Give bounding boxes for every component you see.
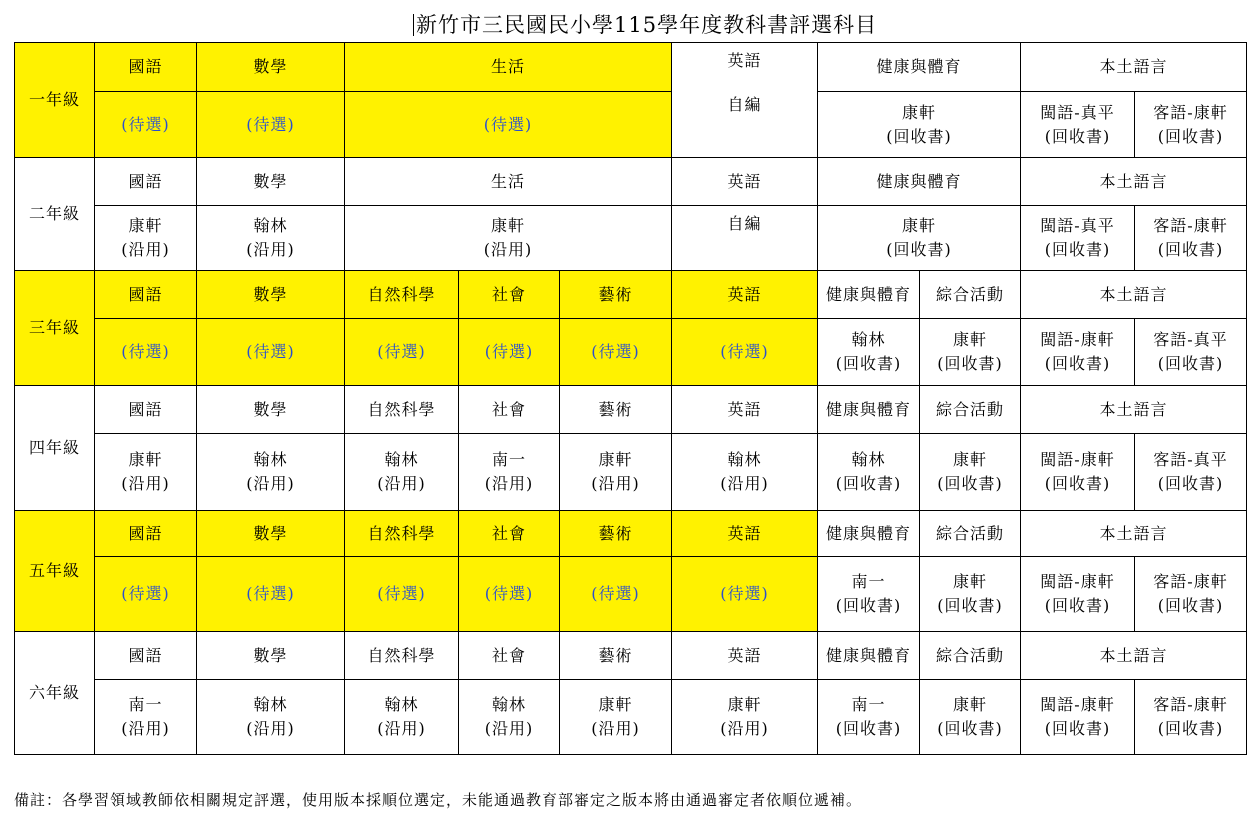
value-math: (待選) bbox=[197, 319, 345, 386]
value-integrative bbox=[920, 557, 1021, 632]
textbook-table bbox=[14, 42, 1247, 755]
status: (沿用) bbox=[121, 719, 170, 738]
subject-science: 自然科學 bbox=[345, 632, 459, 680]
subject-native: 本土語言 bbox=[1021, 271, 1247, 319]
grade5-value-row bbox=[15, 557, 1247, 632]
publisher: 康軒 bbox=[598, 450, 633, 469]
value-arts bbox=[560, 680, 672, 755]
value-english: (待選) bbox=[672, 319, 818, 386]
value-math bbox=[197, 434, 345, 511]
status: (沿用) bbox=[484, 719, 534, 738]
value-english: (待選) bbox=[672, 557, 818, 632]
status: (沿用) bbox=[121, 474, 170, 493]
value-english bbox=[672, 434, 818, 511]
subject-health: 健康與體育 bbox=[818, 386, 920, 434]
grade4-header-row bbox=[15, 386, 1247, 434]
publisher: 翰林 bbox=[727, 450, 762, 469]
value-hakka bbox=[1135, 319, 1247, 386]
subject-arts: 藝術 bbox=[560, 632, 672, 680]
subject-mandarin: 國語 bbox=[95, 43, 197, 92]
subject-social: 社會 bbox=[459, 271, 560, 319]
status: (回收書) bbox=[1157, 474, 1224, 493]
status: (回收書) bbox=[937, 354, 1003, 373]
grade3-value-row bbox=[15, 319, 1247, 386]
grade-label: 三年級 bbox=[15, 271, 95, 386]
value-mandarin: (待選) bbox=[95, 319, 197, 386]
grade1-value-row bbox=[15, 92, 1247, 158]
status: (沿用) bbox=[483, 240, 533, 259]
value-math bbox=[197, 206, 345, 271]
subject-life: 生活 bbox=[345, 158, 672, 206]
value-social: (待選) bbox=[459, 319, 560, 386]
grade6-value-row bbox=[15, 680, 1247, 755]
status: (回收書) bbox=[1157, 354, 1224, 373]
value-minnan bbox=[1021, 206, 1135, 271]
grade-label: 二年級 bbox=[15, 158, 95, 271]
status: (沿用) bbox=[484, 474, 534, 493]
publisher: 康軒 bbox=[952, 695, 987, 714]
value-integrative bbox=[920, 319, 1021, 386]
publisher: 閩語-康軒 bbox=[1040, 330, 1115, 349]
subject-mandarin: 國語 bbox=[95, 511, 197, 557]
status: (回收書) bbox=[1044, 354, 1111, 373]
value-arts: (待選) bbox=[560, 557, 672, 632]
status: (沿用) bbox=[720, 719, 769, 738]
publisher: 閩語-康軒 bbox=[1040, 450, 1115, 469]
subject-science: 自然科學 bbox=[345, 271, 459, 319]
value-math: (待選) bbox=[197, 92, 345, 158]
subject-health: 健康與體育 bbox=[818, 158, 1021, 206]
page-title-text: 新竹市三民國民小學115學年度教科書評選科目 bbox=[416, 13, 878, 37]
value-health bbox=[818, 680, 920, 755]
status: (回收書) bbox=[937, 474, 1003, 493]
publisher: 康軒 bbox=[952, 330, 987, 349]
status: (回收書) bbox=[835, 474, 902, 493]
status: (沿用) bbox=[246, 474, 295, 493]
status: (回收書) bbox=[937, 719, 1003, 738]
status: (沿用) bbox=[591, 719, 640, 738]
subject-social: 社會 bbox=[459, 632, 560, 680]
subject-mandarin: 國語 bbox=[95, 632, 197, 680]
publisher: 翰林 bbox=[384, 695, 419, 714]
value-mandarin: (待選) bbox=[95, 92, 197, 158]
value-integrative bbox=[920, 680, 1021, 755]
status: (沿用) bbox=[121, 240, 170, 259]
publisher: 翰林 bbox=[253, 695, 288, 714]
subject-health: 健康與體育 bbox=[818, 511, 920, 557]
value-health bbox=[818, 319, 920, 386]
publisher: 翰林 bbox=[384, 450, 419, 469]
status: (回收書) bbox=[886, 240, 952, 259]
value-integrative bbox=[920, 434, 1021, 511]
subject-english: 英語 bbox=[672, 632, 818, 680]
publisher: 閩語-真平 bbox=[1040, 102, 1115, 122]
status: (回收書) bbox=[835, 354, 902, 373]
subject-arts: 藝術 bbox=[560, 271, 672, 319]
value-minnan bbox=[1021, 680, 1135, 755]
page-title bbox=[413, 12, 877, 38]
subject-social: 社會 bbox=[459, 511, 560, 557]
subject-native: 本土語言 bbox=[1021, 632, 1247, 680]
value-arts bbox=[560, 434, 672, 511]
status: (回收書) bbox=[1044, 126, 1111, 146]
status: (沿用) bbox=[591, 474, 640, 493]
value-hakka bbox=[1135, 680, 1247, 755]
publisher: 翰林 bbox=[253, 216, 288, 235]
subject-english: 英語 bbox=[672, 158, 818, 206]
status: (沿用) bbox=[246, 719, 295, 738]
publisher: 南一 bbox=[851, 572, 886, 591]
status: (回收書) bbox=[835, 596, 902, 615]
subject-math: 數學 bbox=[197, 158, 345, 206]
value-minnan bbox=[1021, 92, 1135, 158]
publisher: 翰林 bbox=[491, 695, 526, 714]
value-science bbox=[345, 434, 459, 511]
subject-mandarin: 國語 bbox=[95, 386, 197, 434]
status: (回收書) bbox=[1044, 719, 1111, 738]
status: (沿用) bbox=[377, 474, 426, 493]
value-health bbox=[818, 557, 920, 632]
status: (沿用) bbox=[246, 240, 295, 259]
publisher: 客語-康軒 bbox=[1153, 216, 1228, 235]
value-minnan bbox=[1021, 434, 1135, 511]
publisher: 閩語-康軒 bbox=[1040, 695, 1115, 714]
status: (回收書) bbox=[1157, 719, 1224, 738]
subject-science: 自然科學 bbox=[345, 386, 459, 434]
status: (回收書) bbox=[1157, 126, 1224, 146]
publisher: 閩語-康軒 bbox=[1040, 572, 1115, 591]
publisher: 翰林 bbox=[851, 330, 886, 349]
publisher: 康軒 bbox=[901, 216, 936, 235]
value-life: (待選) bbox=[345, 92, 672, 158]
subject-integrative: 綜合活動 bbox=[920, 511, 1021, 557]
status: (回收書) bbox=[835, 719, 902, 738]
value-science bbox=[345, 680, 459, 755]
status: (回收書) bbox=[1044, 474, 1111, 493]
publisher: 康軒 bbox=[727, 695, 762, 714]
value-english bbox=[672, 680, 818, 755]
subject-integrative: 綜合活動 bbox=[920, 271, 1021, 319]
value-science: (待選) bbox=[345, 557, 459, 632]
subject-health: 健康與體育 bbox=[818, 271, 920, 319]
value-social: (待選) bbox=[459, 557, 560, 632]
value-social bbox=[459, 434, 560, 511]
value-social bbox=[459, 680, 560, 755]
publisher: 康軒 bbox=[490, 216, 525, 235]
status: (沿用) bbox=[720, 474, 769, 493]
grade-label: 五年級 bbox=[15, 511, 95, 632]
subject-english-cell bbox=[672, 43, 818, 158]
subject-native: 本土語言 bbox=[1021, 158, 1247, 206]
value-minnan bbox=[1021, 557, 1135, 632]
publisher: 康軒 bbox=[901, 102, 936, 122]
footnote: 備註：各學習領域教師依相關規定評選，使用版本採順位選定，未能通過教育部審定之版本將由通過審定者依順位遞補。 bbox=[14, 791, 863, 809]
subject-math: 數學 bbox=[197, 632, 345, 680]
subject-english: 英語 bbox=[672, 271, 818, 319]
value-mandarin bbox=[95, 680, 197, 755]
subject-english: 英語 bbox=[672, 386, 818, 434]
status: (沿用) bbox=[377, 719, 426, 738]
subject-english: 英語 bbox=[727, 51, 762, 70]
subject-integrative: 綜合活動 bbox=[920, 386, 1021, 434]
value-math: (待選) bbox=[197, 557, 345, 632]
publisher: 南一 bbox=[491, 450, 526, 469]
subject-health: 健康與體育 bbox=[818, 632, 920, 680]
value-science: (待選) bbox=[345, 319, 459, 386]
value-math bbox=[197, 680, 345, 755]
status: (回收書) bbox=[1044, 596, 1111, 615]
status: (回收書) bbox=[886, 126, 952, 146]
grade5-header-row bbox=[15, 511, 1247, 557]
grade1-header-row bbox=[15, 43, 1247, 92]
subject-mandarin: 國語 bbox=[95, 271, 197, 319]
subject-native: 本土語言 bbox=[1021, 43, 1247, 92]
english-value: 自編 bbox=[727, 95, 762, 114]
grade-label: 六年級 bbox=[15, 632, 95, 755]
value-minnan bbox=[1021, 319, 1135, 386]
value-arts: (待選) bbox=[560, 319, 672, 386]
grade6-header-row bbox=[15, 632, 1247, 680]
subject-native: 本土語言 bbox=[1021, 511, 1247, 557]
publisher: 康軒 bbox=[598, 695, 633, 714]
subject-math: 數學 bbox=[197, 511, 345, 557]
status: (回收書) bbox=[1157, 596, 1224, 615]
subject-math: 數學 bbox=[197, 43, 345, 92]
subject-math: 數學 bbox=[197, 386, 345, 434]
value-hakka bbox=[1135, 557, 1247, 632]
subject-mandarin: 國語 bbox=[95, 158, 197, 206]
grade3-header-row bbox=[15, 271, 1247, 319]
publisher: 康軒 bbox=[952, 572, 987, 591]
publisher: 客語-真平 bbox=[1153, 330, 1228, 349]
subject-arts: 藝術 bbox=[560, 386, 672, 434]
publisher: 康軒 bbox=[128, 450, 163, 469]
subject-life: 生活 bbox=[345, 43, 672, 92]
value-hakka bbox=[1135, 434, 1247, 511]
grade2-header-row bbox=[15, 158, 1247, 206]
value-health bbox=[818, 206, 1021, 271]
value-health bbox=[818, 434, 920, 511]
publisher: 翰林 bbox=[851, 450, 886, 469]
value-mandarin bbox=[95, 206, 197, 271]
text-cursor bbox=[413, 14, 414, 36]
publisher: 客語-康軒 bbox=[1153, 102, 1228, 122]
status: (回收書) bbox=[937, 596, 1003, 615]
value-mandarin: (待選) bbox=[95, 557, 197, 632]
grade-label: 一年級 bbox=[15, 43, 95, 158]
publisher: 客語-康軒 bbox=[1153, 572, 1228, 591]
value-english: 自編 bbox=[672, 206, 818, 271]
publisher: 客語-康軒 bbox=[1153, 695, 1228, 714]
subject-native: 本土語言 bbox=[1021, 386, 1247, 434]
value-hakka bbox=[1135, 206, 1247, 271]
subject-integrative: 綜合活動 bbox=[920, 632, 1021, 680]
status: (回收書) bbox=[1157, 240, 1224, 259]
publisher: 翰林 bbox=[253, 450, 288, 469]
value-life bbox=[345, 206, 672, 271]
publisher: 康軒 bbox=[128, 216, 163, 235]
value-mandarin bbox=[95, 434, 197, 511]
subject-health: 健康與體育 bbox=[818, 43, 1021, 92]
publisher: 南一 bbox=[128, 695, 163, 714]
publisher: 客語-真平 bbox=[1153, 450, 1228, 469]
grade-label: 四年級 bbox=[15, 386, 95, 511]
grade4-value-row bbox=[15, 434, 1247, 511]
subject-math: 數學 bbox=[197, 271, 345, 319]
subject-science: 自然科學 bbox=[345, 511, 459, 557]
subject-arts: 藝術 bbox=[560, 511, 672, 557]
grade2-value-row bbox=[15, 206, 1247, 271]
value-health bbox=[818, 92, 1021, 158]
publisher: 閩語-真平 bbox=[1040, 216, 1115, 235]
value-hakka bbox=[1135, 92, 1247, 158]
status: (回收書) bbox=[1044, 240, 1111, 259]
subject-english: 英語 bbox=[672, 511, 818, 557]
publisher: 南一 bbox=[851, 695, 886, 714]
subject-social: 社會 bbox=[459, 386, 560, 434]
publisher: 康軒 bbox=[952, 450, 987, 469]
